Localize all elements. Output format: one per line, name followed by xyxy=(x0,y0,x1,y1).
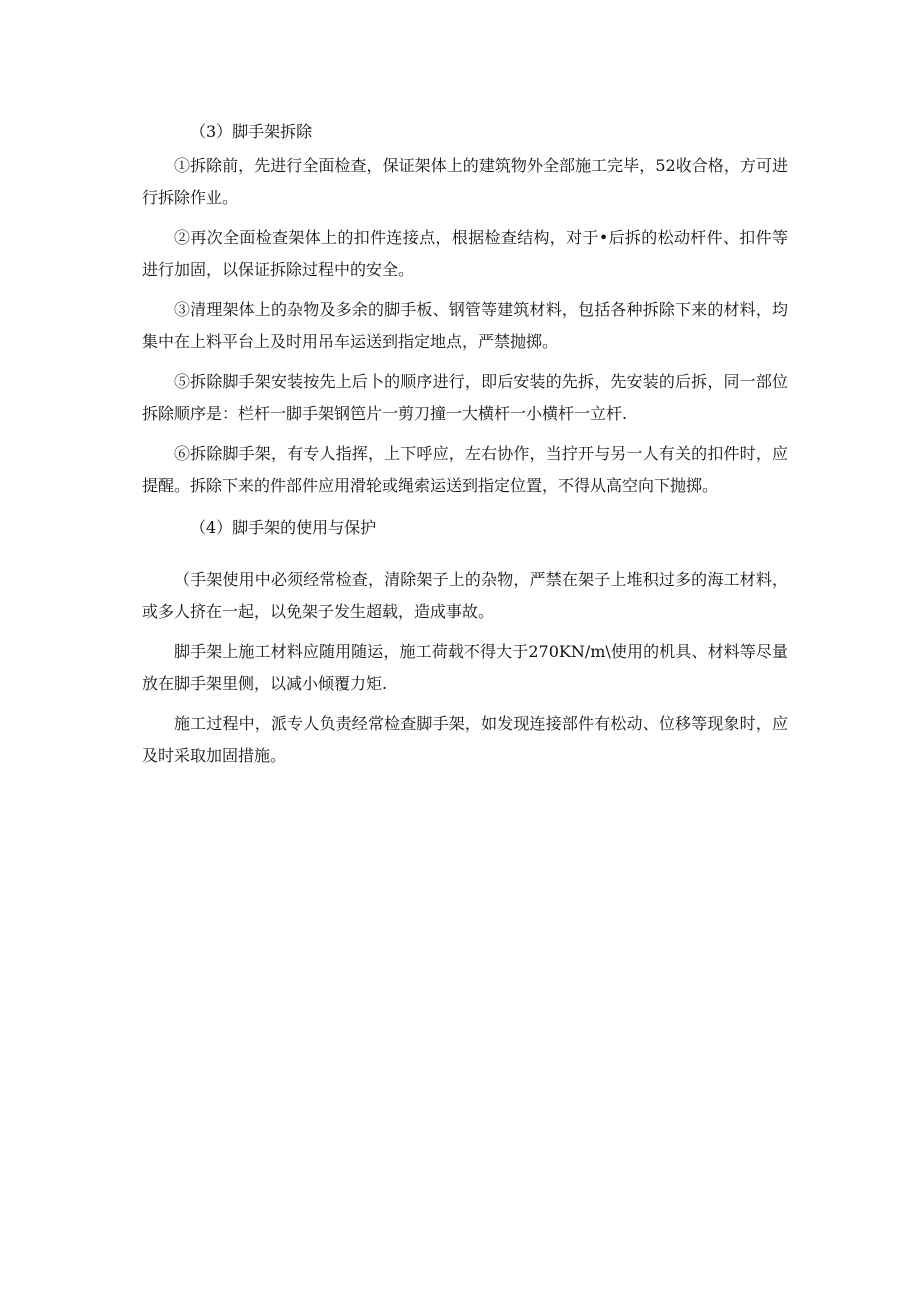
paragraph-step-2: ②再次全面检查架体上的扣件连接点，根据检查结构，对于•后拆的松动杆件、扣件等进行加固，以保证拆除过程中的安全。 xyxy=(142,228,788,279)
paragraph-load-limit: 脚手架上施工材料应随用随运，施工荷载不得大于270KN∕m\使用的机具、材料等尽量放在脚手架里侧，以减小倾覆力矩. xyxy=(142,642,788,693)
section-heading-scaffold-use-protection: （4）脚手架的使用与保护 xyxy=(190,518,377,537)
section-heading-scaffold-dismantling: （3）脚手架拆除 xyxy=(190,122,313,141)
paragraph-step-1: ①拆除前，先进行全面检查，保证架体上的建筑物外全部施工完毕，52收合格，方可进行拆除作业。 xyxy=(142,156,788,207)
paragraph-supervision: 施工过程中，派专人负责经常检查脚手架，如发现连接部件有松动、位移等现象时，应及时采取加固措施。 xyxy=(142,714,788,765)
document-body xyxy=(142,120,788,780)
paragraph-step-3: ③清理架体上的杂物及多余的脚手板、钢管等建筑材料，包括各种拆除下来的材料，均集中在上料平台上及时用吊车运送到指定地点，严禁抛掷。 xyxy=(142,300,788,351)
section-use-protection xyxy=(142,564,788,772)
paragraph-inspection: （手架使用中必须经常检查，清除架子上的杂物，严禁在架子上堆积过多的海工材料，或多人挤在一起，以免架子发生超载，造成事故。 xyxy=(142,570,788,621)
paragraph-step-5: ⑤拆除脚手架安装按先上后卜的顺序进行，即后安装的先拆，先安装的后拆，同一部位拆除顺序是：栏杆一脚手架钢笆片一剪刀撞一大横杆一小横杆一立杆. xyxy=(142,372,788,423)
paragraph-step-6: ⑥拆除脚手架，有专人指挥，上下呼应，左右协作，当拧开与另一人有关的扣件时，应提醒。拆除下来的件部件应用滑轮或绳索运送到指定位置，不得从高空向下抛掷。 xyxy=(142,444,788,495)
section-dismantling-steps xyxy=(142,150,788,502)
